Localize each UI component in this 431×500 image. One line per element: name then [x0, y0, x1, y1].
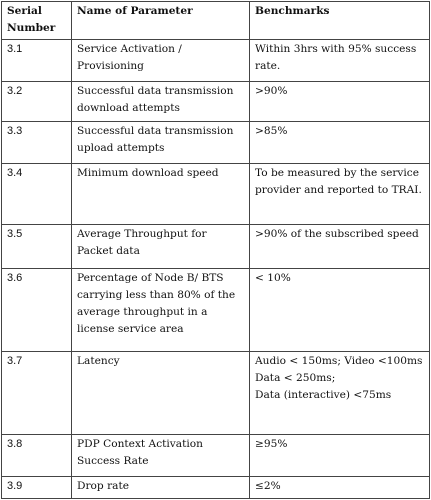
parameter-cell: Successful data transmission download attempts [72, 82, 250, 122]
benchmark-cell: >85% [250, 122, 430, 164]
serial-cell: 3.5 [2, 225, 72, 269]
benchmark-cell: ≥95% [250, 435, 430, 477]
serial-cell: 3.7 [2, 352, 72, 435]
header-benchmarks: Benchmarks [250, 2, 430, 40]
parameter-cell: Service Activation / Provisioning [72, 40, 250, 82]
serial-cell: 3.3 [2, 122, 72, 164]
table-row [2, 82, 430, 122]
parameter-cell: Percentage of Node B/ BTS carrying less than 80% of the average throughput in a license service area [72, 269, 250, 352]
table-row [2, 269, 430, 352]
table-row [2, 477, 430, 499]
parameter-cell: Drop rate [72, 477, 250, 499]
benchmark-table [1, 1, 430, 499]
serial-cell: 3.6 [2, 269, 72, 352]
header-parameter-name: Name of Parameter [72, 2, 250, 40]
serial-cell: 3.9 [2, 477, 72, 499]
header-serial-number: Serial Number [2, 2, 72, 40]
table-header-row [2, 2, 430, 40]
benchmark-cell: >90% [250, 82, 430, 122]
parameter-cell: Average Throughput for Packet data [72, 225, 250, 269]
table-row [2, 164, 430, 225]
serial-cell: 3.8 [2, 435, 72, 477]
table-row [2, 352, 430, 435]
serial-cell: 3.2 [2, 82, 72, 122]
table-row [2, 225, 430, 269]
benchmark-cell [250, 352, 430, 435]
parameter-cell: Successful data transmission upload attempts [72, 122, 250, 164]
benchmark-cell: < 10% [250, 269, 430, 352]
table-row [2, 40, 430, 82]
parameter-cell: Latency [72, 352, 250, 435]
parameter-cell: PDP Context Activation Success Rate [72, 435, 250, 477]
serial-cell: 3.1 [2, 40, 72, 82]
benchmark-cell: ≤2% [250, 477, 430, 499]
benchmark-cell: >90% of the subscribed speed [250, 225, 430, 269]
table-row [2, 435, 430, 477]
benchmark-cell: Within 3hrs with 95% success rate. [250, 40, 430, 82]
parameter-cell: Minimum download speed [72, 164, 250, 225]
serial-cell: 3.4 [2, 164, 72, 225]
latency-benchmark-text: Audio < 150ms; Video <100ms Data < 250ms; Data (interactive) <75ms [255, 355, 423, 401]
benchmark-cell: To be measured by the service provider and reported to TRAI. [250, 164, 430, 225]
table-row [2, 122, 430, 164]
